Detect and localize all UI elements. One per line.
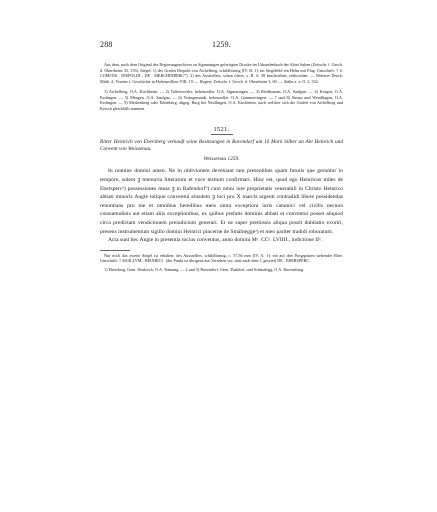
running-year: 1259. [212,40,231,49]
document-number-rule [211,134,233,135]
document-number: 1521. [213,125,230,133]
charter-paragraph-2: Acta sunt hec Augie in presentia tocius conventus, anno domini Mᵒ. CCᵒ. LVIIII., indictione IIᵃ. [108,237,322,244]
page-header [100,40,343,52]
place-and-date: Weissenau 1259. [203,156,240,163]
apparatus-rule [100,250,130,251]
charter-text [100,167,343,244]
place-footnotes: 1) Ebersberg, Gem. Neukirch, O.A. Tettnang. — 2 und 3) Bavendorf, Gem. Thaldorf, und Schmalegg, O.A. Ravensburg. [104,267,305,273]
document-page [100,40,343,500]
charter-paragraph-1: In nomine domini amen. Ne in oblivionem deveniant tam presentibus quam futuris que geruntur in tempore, solent ꝫ memoria litterarum et voce testium confirmari. Hinc est, quod ego Heinricus miles de Eberspercᵃ) possessiones meas ꝫ in Bafendorfᵇ) cum omni iure proprietatis venerabili in Christo Heinrico abbati minoris Augie totique conventui eiusdem ꝫ loci pro X marcis argenti contradidi libere possidendas renuntians pro me et omnibus heredibus meis omni exceptioni iuris canonici vel civilis necnon consuetudinis aut etiam aliis exceptionibus, ex quibus prefatis dominis abbati et conventui posset aliquod circa predictam vendicionem preiudicium generari. Et ne super premissis aliqua possit dubitatio exoriri, presens instrumentum sigillo domini Heinrici pincerne de Smalneggeᵃ) et meo pariter tradidi roboratum. [100,168,343,235]
page-number: 288 [100,40,113,49]
apparatus [100,253,343,273]
document-regest: Ritter Heinrich von Ebersberg verkauft seine Besitzungen in Bavendorf um 10 Mark Silber an Abt Heinrich und Convent von Weissenau. [100,138,343,152]
seal-note: Nur noch das zweite Siegel ist erhalten: des Ausstellers, schildförmig, c. 57,56 mm (IV. A. 1): ein auf drei Bergspitzen stehender Eber; Umschrift: † SIGILLVM . HEINRICI . (der Punkt ist übrigens aus Versehen vor, statt nach dem C gesetzt) DE . EBERSPERC. [100,252,343,264]
place-notes: 1) Aichelberg, O.A. Kirchheim. — 2) Talfetzweiler, hohenzoller. O.A. Sigmaringen. — 3) Riedhausen, O.A. Saulgau. — 4) Kösgen, O.A. Esslingen. — 5) Mengen, O.A. Saulgau. — 6) Veringenstadt, hohenzoller. O.A. Gammertingen. — 7 und 8) Sirnau und Wendlingen, O.A. Esslingen. — 9) Merkenberg oder Erkenberg, abgeg. Burg bei Neidlingen, O.A. Kirchheim, nach welcher sich die Grafen von Aichelberg und Kersch gleichfalls nannten. [100,88,343,111]
source-note: Aus dem, nach dem Original des Regierungsarchives zu Sigmaringen gefertigten Drucke im Urkundenbuch der Abtei Salem (Zeitschr. f. Gesch. d. Oberrheins 35, 376). Siegel: 1) des Grafen Diepold von Aichelberg, schildförmig (IV. B. 1): im Siegelfeld ein Helm mit Flug. Umschrift: † S. COMITIS . DIEPOLDI . DE . MERCHINBERC*). 2) des Ausstellers, schon öfters, s. B. S. 38 beschrieben, zerbrochen. — Weiterer Druck: Mitth. d. Vereins f. Geschichte in Hohenzollern VIII, 19. — Regest: Zeitschr. f. Gesch. d. Oberrheins 3, 69. — Stälin a. a. O. 2, 352. [100,62,343,85]
